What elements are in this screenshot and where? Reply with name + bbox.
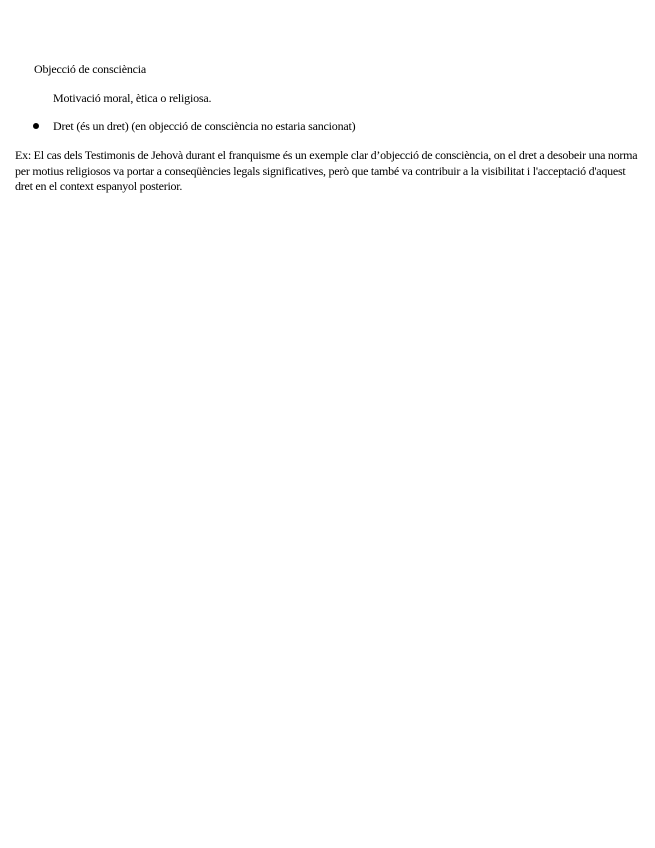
bullet-text: Dret (és un dret) (en objecció de consciència no estaria sancionat) — [53, 119, 356, 133]
motivation-line: Motivació moral, ètica o religiosa. — [53, 91, 212, 105]
bullet-icon — [33, 123, 39, 129]
section-heading: Objecció de consciència — [34, 62, 147, 76]
example-paragraph: Ex: El cas dels Testimonis de Jehovà durant el franquisme és un exemple clar d’objecció de consciència, on el dret a desobeir una norma per motius religiosos va portar a conseqüències legals significatives, però que també va contribuir a la visibilitat i l'acceptació d'aquest dret en el context espanyol posterior. — [15, 148, 638, 193]
